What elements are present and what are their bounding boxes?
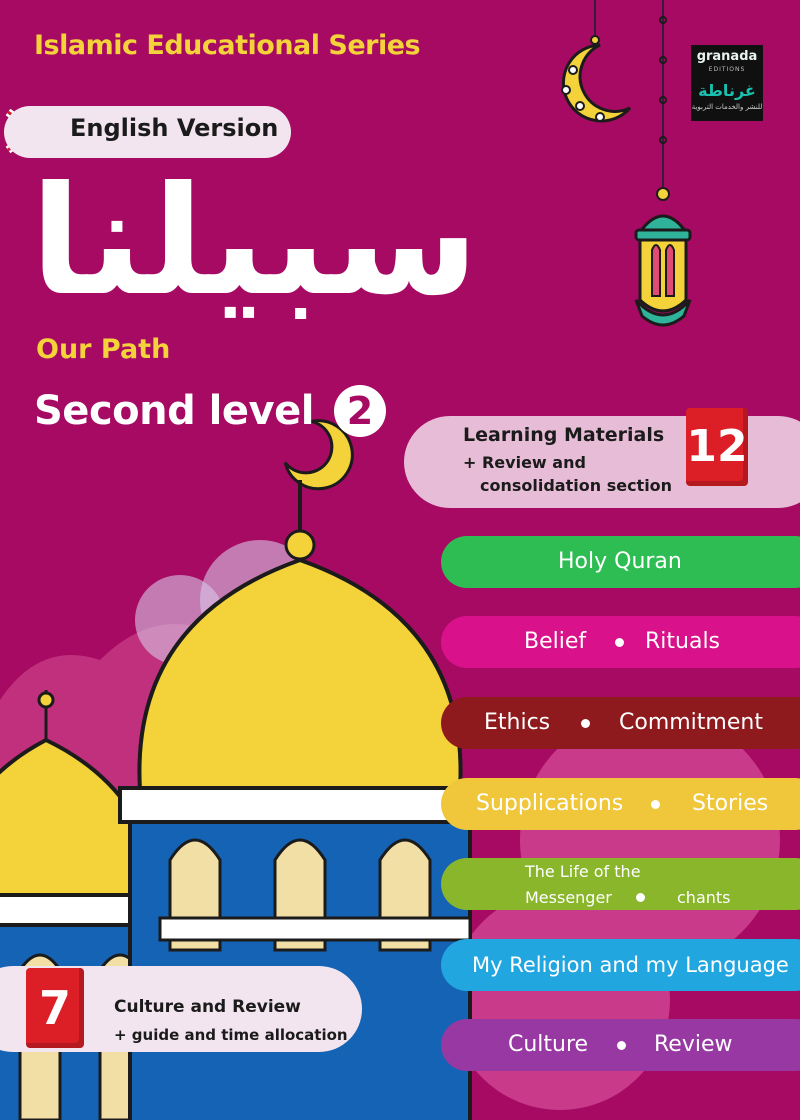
lantern-icon	[636, 0, 690, 325]
subject-label-left: Belief	[524, 629, 587, 654]
bullet-dot	[651, 800, 660, 809]
bullet-dot	[615, 638, 624, 647]
publisher-tag: EDITIONS	[708, 66, 746, 73]
learning-materials-line1: + Review and	[463, 453, 586, 472]
publisher-name-en: granada	[696, 49, 758, 64]
series-title: Islamic Educational Series	[34, 30, 421, 61]
subject-label-right: Commitment	[619, 710, 763, 735]
culture-review-subtitle: + guide and time allocation	[114, 1026, 348, 1044]
bullet-dot	[617, 1041, 626, 1050]
publisher-sub-ar: للنشر والخدمات التربوية	[691, 103, 763, 111]
culture-review-title: Culture and Review	[114, 997, 301, 1017]
learning-materials-title: Learning Materials	[463, 424, 665, 446]
subtitle: Our Path	[36, 334, 171, 365]
subject-label-right: Stories	[692, 791, 769, 816]
subject-pill-ethics	[441, 697, 800, 749]
arabic-title: سبيلنا	[30, 155, 479, 329]
subject-label-left: Ethics	[484, 710, 551, 735]
subject-pill-supplications	[441, 778, 800, 830]
bullet-dot	[636, 893, 645, 902]
subject-pill-quran	[441, 536, 800, 588]
crescent-moon-icon	[562, 0, 630, 121]
subject-pill-culture	[441, 1019, 800, 1071]
subject-label-left: The Life of the	[525, 862, 641, 881]
publisher-name-ar: غرناطة	[698, 81, 756, 100]
subject-label-left-2: Messenger	[525, 888, 612, 907]
publisher-logo	[691, 45, 763, 121]
subject-pill-messenger	[441, 858, 800, 910]
subject-label-right: Review	[654, 1032, 733, 1057]
learning-materials-line2: consolidation section	[480, 476, 673, 495]
learning-materials-count: 12	[686, 408, 748, 486]
subject-label-left: Supplications	[476, 791, 624, 816]
subject-label: Holy Quran	[558, 549, 682, 574]
subject-label-left: Culture	[508, 1032, 589, 1057]
subject-pill-belief	[441, 616, 800, 668]
culture-review-count: 7	[26, 968, 84, 1048]
level-number-badge: 2	[334, 385, 386, 437]
language-label: English Version	[70, 114, 279, 142]
subject-label-right: Rituals	[645, 629, 721, 654]
subject-pill-religion-language	[441, 939, 800, 991]
bullet-dot	[581, 719, 590, 728]
level-label: Second level	[34, 388, 314, 434]
subject-label-right: chants	[677, 888, 731, 907]
subject-label: My Religion and my Language	[472, 953, 789, 977]
